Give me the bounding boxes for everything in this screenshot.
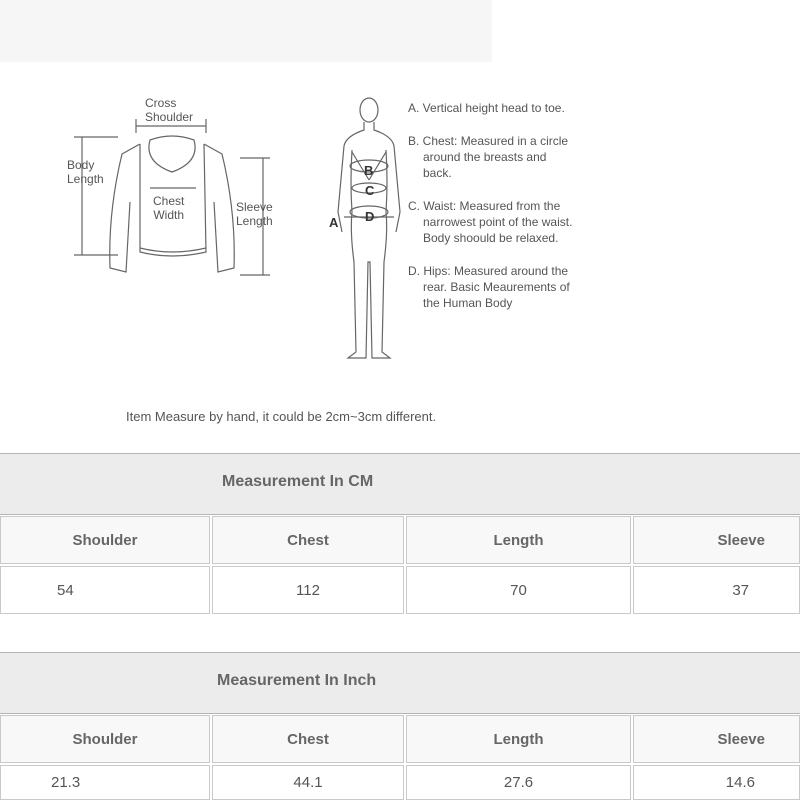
size-diagram (0, 62, 800, 452)
cm-table-title (0, 453, 800, 515)
note-height: A. Vertical height head to toe. (408, 101, 565, 115)
note-chest: B. Chest: Measured in a circle around the breasts and back. (408, 134, 569, 180)
inch-header-shoulder: Shoulder (0, 715, 210, 763)
inch-header-length: Length (406, 715, 631, 763)
cm-header-chest: Chest (212, 516, 404, 564)
inch-title-text: Measurement In Inch (217, 672, 377, 689)
inch-header-sleeve: Sleeve (633, 715, 800, 763)
cm-header-sleeve: Sleeve (633, 516, 800, 564)
chest-width-label: Chest Width (153, 194, 185, 222)
cm-value-chest: 112 (212, 566, 404, 614)
cm-value-shoulder: 54 (0, 566, 210, 614)
inch-value-shoulder: 21.3 (0, 765, 210, 800)
cross-shoulder-label: Cross Shoulder (145, 96, 194, 124)
note-hips: D. Hips: Measured around the rear. Basic Meaurements of the Human Body (408, 264, 570, 310)
inch-value-chest: 44.1 (212, 765, 404, 800)
inch-value-length: 27.6 (406, 765, 631, 800)
cm-header-shoulder: Shoulder (0, 516, 210, 564)
garment-and-body-illustration (0, 62, 800, 452)
cm-title-text: Measurement In CM (222, 473, 374, 490)
cm-header-length: Length (406, 516, 631, 564)
inch-value-sleeve: 14.6 (633, 765, 800, 800)
inch-table-title (0, 652, 800, 714)
top-band (0, 0, 492, 62)
cm-value-sleeve: 37 (633, 566, 800, 614)
sleeve-length-label: Sleeve Length (236, 200, 273, 228)
measurement-notes (408, 100, 578, 328)
marker-d: D (365, 209, 375, 224)
body-length-label: Body Length (67, 158, 104, 186)
note-waist: C. Waist: Measured from the narrowest point of the waist. Body shoould be relaxed. (408, 199, 573, 245)
marker-a: A (329, 215, 339, 230)
measure-disclaimer: Item Measure by hand, it could be 2cm~3cm different. (126, 409, 437, 424)
marker-b: B (364, 163, 374, 178)
cm-value-length: 70 (406, 566, 631, 614)
marker-c: C (365, 183, 375, 198)
inch-header-chest: Chest (212, 715, 404, 763)
